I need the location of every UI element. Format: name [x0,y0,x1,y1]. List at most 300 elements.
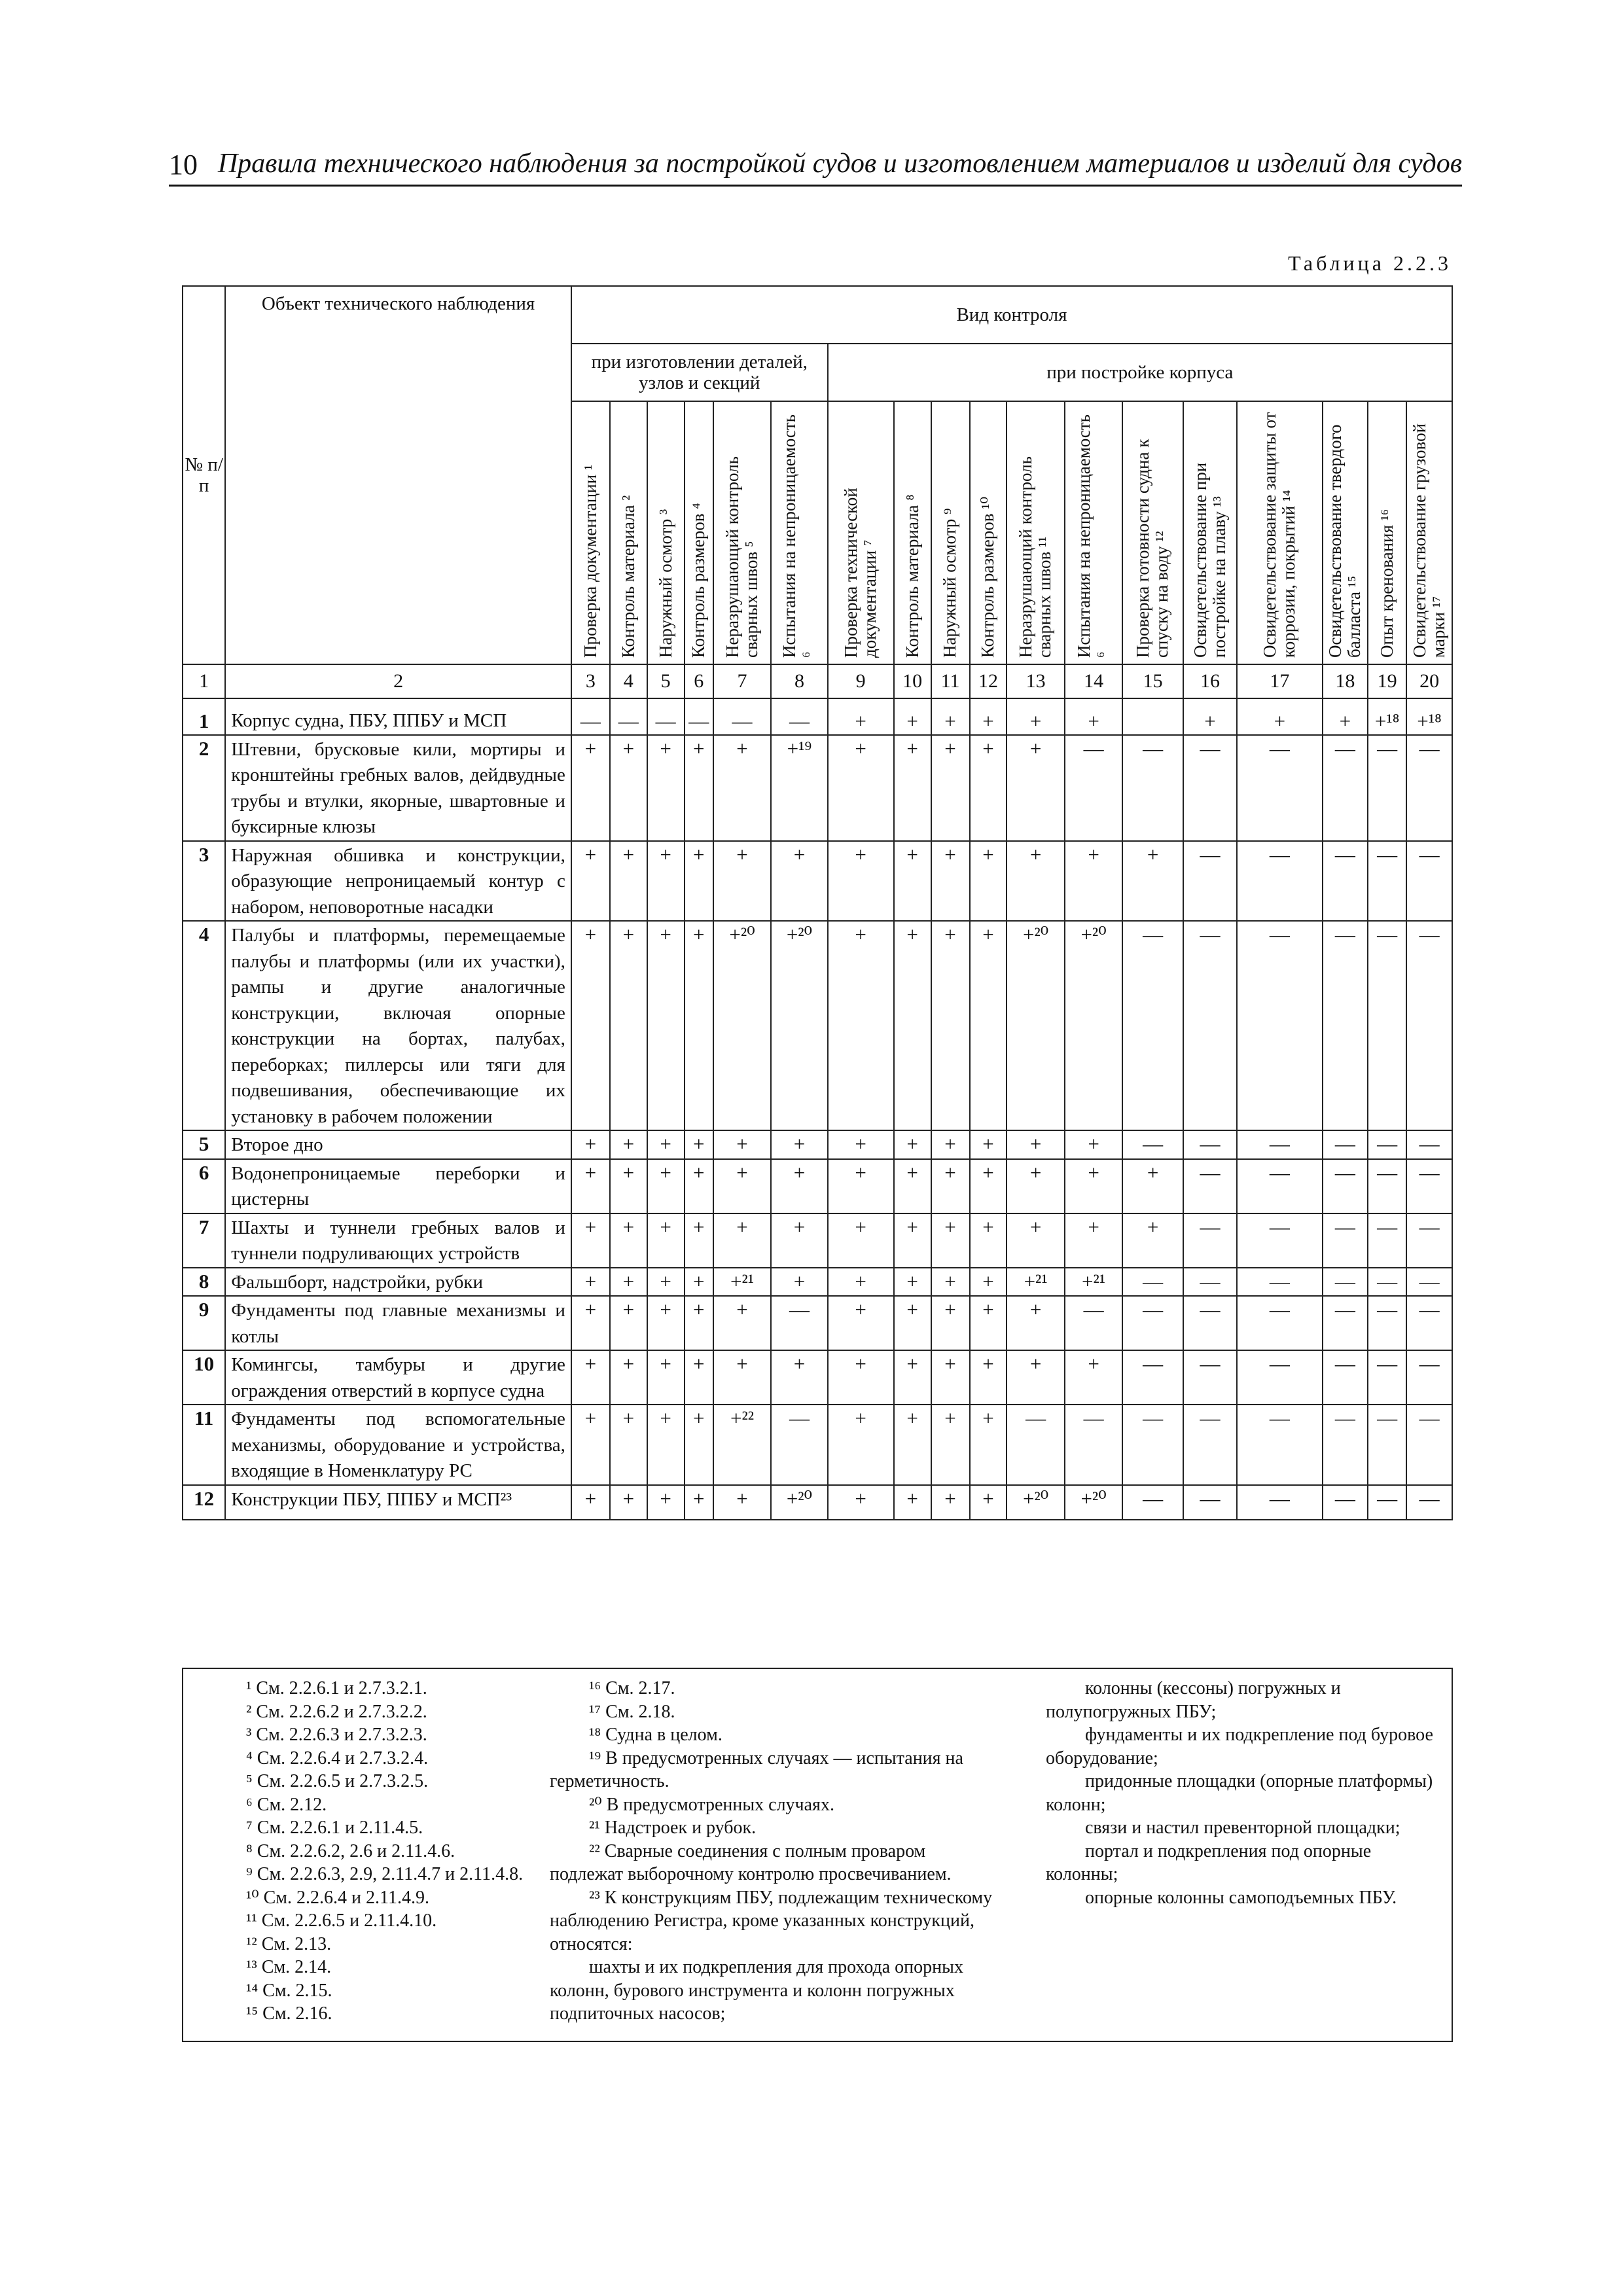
control-mark: + [1065,698,1122,735]
footnote: связи и настил превенторной площадки; [1085,1818,1400,1838]
control-mark: + [771,1350,827,1405]
control-mark: + [685,1485,713,1520]
running-title: Правила технического наблюдения за постройкой судов и изготовлением материалов и изделий для судов [217,149,1462,179]
row-number: 4 [183,921,225,1130]
control-mark: — [1122,1296,1183,1350]
row-object: Фундаменты под вспомогательные механизмы, оборудование и устройства, входящие в Номенклатуру РС [225,1405,571,1485]
control-mark: + [647,1296,685,1350]
column-heading-label: Контроль материала ² [618,495,638,658]
footnote: ¹⁴ См. 2.15. [246,1980,332,2001]
control-mark: +²¹ [1007,1268,1064,1297]
column-heading [1323,401,1368,664]
control-mark: + [828,921,894,1130]
control-mark: + [931,1159,970,1213]
control-mark: — [1368,1405,1406,1485]
control-mark: — [571,698,610,735]
column-heading [894,401,931,664]
control-mark: + [970,1296,1007,1350]
control-mark: + [713,1350,771,1405]
footnote: шахты и их подкрепления для прохода опорных колонн, бурового инструмента и колонн погружных подпиточных насосов; [550,1957,963,2024]
control-mark: — [1406,1130,1452,1159]
column-heading-label: Контроль размеров ¹⁰ [978,496,998,658]
column-heading [571,401,610,664]
control-mark: + [894,1268,931,1297]
control-mark: + [931,1268,970,1297]
control-mark: + [828,1213,894,1268]
control-mark: — [1237,1213,1323,1268]
table-row [183,1268,1452,1297]
column-heading-label: Неразрушающий контроль сварных швов ⁵ [722,456,762,658]
head-no: № п/п [183,286,225,664]
control-mark: + [828,1130,894,1159]
control-mark: + [1007,1159,1064,1213]
control-mark: + [647,1159,685,1213]
control-mark: + [610,1485,647,1520]
control-mark: + [828,841,894,922]
running-header [169,145,1462,182]
control-mark: + [828,1296,894,1350]
control-mark: — [1237,1130,1323,1159]
row-object: Штевни, брусковые кили, мортиры и кронштейны гребных валов, дейдвудные трубы и втулки, якорные, швартовные и буксирные клюзы [225,735,571,841]
table-row [183,921,1452,1130]
control-mark: + [571,1130,610,1159]
footnote: ¹³ См. 2.14. [246,1957,332,1977]
head-hull: при постройке корпуса [828,344,1452,401]
control-mark: — [1183,1213,1237,1268]
control-mark: +²⁰ [1007,921,1064,1130]
column-heading-label: Испытания на непроницаемость ⁶ [1073,414,1113,658]
control-mark: — [1368,735,1406,841]
column-number: 1 [183,664,225,698]
column-heading-label: Освидетельствование защиты от коррозии, покрытий ¹⁴ [1260,412,1299,658]
footnote: фундаменты и их подкрепление под буровое оборудование; [1046,1725,1433,1768]
control-mark: + [685,921,713,1130]
column-heading [970,401,1007,664]
control-mark: — [1122,735,1183,841]
footnote: ¹¹ См. 2.2.6.5 и 2.11.4.10. [246,1910,437,1931]
column-heading-label: Контроль размеров ⁴ [688,503,709,658]
control-mark: + [931,921,970,1130]
control-mark: + [647,1268,685,1297]
row-number: 3 [183,841,225,922]
control-mark: + [828,1268,894,1297]
column-number: 15 [1122,664,1183,698]
control-mark: — [1406,1268,1452,1297]
control-mark: + [571,1159,610,1213]
control-mark: + [894,841,931,922]
table-row [183,1213,1452,1268]
control-mark: + [771,1268,827,1297]
column-number: 3 [571,664,610,698]
control-mark: +²⁰ [1007,1485,1064,1520]
control-mark: + [931,1350,970,1405]
control-mark: + [771,1213,827,1268]
control-mark: + [647,735,685,841]
control-mark: — [1183,921,1237,1130]
table-row [183,735,1452,841]
control-mark: + [610,1130,647,1159]
table-row [183,1350,1452,1405]
control-mark: + [1007,1213,1064,1268]
control-mark: + [610,735,647,841]
control-mark: — [1406,921,1452,1130]
control-mark: — [1183,841,1237,922]
control-mark: +¹⁸ [1368,698,1406,735]
row-object: Наружная обшивка и конструкции, образующие непроницаемый контур с набором, неповоротные насадки [225,841,571,922]
header-rule [169,185,1462,187]
column-number: 20 [1406,664,1452,698]
control-mark: — [1122,1130,1183,1159]
control-mark: +²⁰ [713,921,771,1130]
control-mark: + [1065,1213,1122,1268]
column-heading-label: Контроль материала ⁸ [902,494,922,658]
control-mark: + [610,921,647,1130]
row-object: Фальшборт, надстройки, рубки [225,1268,571,1297]
row-object: Шахты и туннели гребных валов и туннели подруливающих устройств [225,1213,571,1268]
control-mark: + [1007,841,1064,922]
control-mark: + [894,1405,931,1485]
column-heading [1122,401,1183,664]
control-mark: + [647,841,685,922]
control-mark: + [1007,1296,1064,1350]
control-mark: — [713,698,771,735]
head-object: Объект технического наблюдения [225,286,571,664]
control-mark: + [1122,1159,1183,1213]
row-number: 10 [183,1350,225,1405]
footnote: ⁴ См. 2.2.6.4 и 2.7.3.2.4. [246,1748,429,1768]
control-mark: — [771,1296,827,1350]
column-heading [1406,401,1452,664]
column-number: 9 [828,664,894,698]
control-mark: — [1323,1213,1368,1268]
footnotes [182,1668,1453,2042]
control-mark: + [894,1296,931,1350]
control-mark: + [571,1296,610,1350]
control-mark: +²⁰ [771,1485,827,1520]
table-row [183,1485,1452,1520]
row-number: 9 [183,1296,225,1350]
footnote: ⁷ См. 2.2.6.1 и 2.11.4.5. [246,1818,423,1838]
control-mark: — [1183,1485,1237,1520]
control-mark: — [1368,921,1406,1130]
control-mark: — [1122,1405,1183,1485]
footnote: придонные площадки (опорные платформы) колонн; [1046,1771,1433,1815]
control-mark: + [1065,1159,1122,1213]
control-mark: + [970,841,1007,922]
control-mark: — [647,698,685,735]
control-mark: + [610,1159,647,1213]
footnote: ⁶ См. 2.12. [246,1794,327,1815]
control-mark: + [685,1213,713,1268]
control-mark: + [713,1213,771,1268]
head-manufacture: при изготовлении деталей, узлов и секций [571,344,828,401]
control-mark: + [1065,841,1122,922]
control-mark: + [647,1405,685,1485]
control-mark: + [685,1350,713,1405]
control-mark: — [1368,1350,1406,1405]
page-number: 10 [169,149,198,181]
footnote: ¹⁷ См. 2.18. [589,1701,675,1722]
control-mark: + [647,1213,685,1268]
column-number: 17 [1237,664,1323,698]
control-mark: — [1323,841,1368,922]
table-row [183,1296,1452,1350]
footnotes-col-2 [550,1677,995,2026]
control-mark: — [771,1405,827,1485]
control-mark: + [894,735,931,841]
control-mark: + [894,921,931,1130]
control-mark: + [970,1130,1007,1159]
control-mark: + [647,921,685,1130]
control-mark: — [1368,1159,1406,1213]
control-mark: +¹⁹ [771,735,827,841]
control-mark: — [1237,1405,1323,1485]
column-number: 5 [647,664,685,698]
footnote: ²¹ Надстроек и рубок. [589,1818,757,1838]
control-mark: + [894,1213,931,1268]
column-heading [1065,401,1122,664]
control-mark: — [1237,1296,1323,1350]
footnote: портал и подкрепления под опорные колонны; [1046,1840,1372,1884]
column-heading [771,401,827,664]
control-mark: + [685,1130,713,1159]
control-mark: — [1122,1485,1183,1520]
control-mark [1122,698,1183,735]
control-mark: + [713,841,771,922]
column-number: 18 [1323,664,1368,698]
column-heading [1183,401,1237,664]
control-mark: + [931,1213,970,1268]
control-mark: — [1406,841,1452,922]
column-heading-label: Испытания на непроницаемость ⁶ [779,414,819,658]
column-heading [1368,401,1406,664]
table-row [183,1130,1452,1159]
control-mark: — [1065,735,1122,841]
column-heading-label: Наружный осмотр ⁹ [940,508,960,658]
control-mark: + [610,1213,647,1268]
control-mark: — [1183,1350,1237,1405]
control-mark: — [1183,1130,1237,1159]
control-mark: + [713,1296,771,1350]
control-mark: + [685,1405,713,1485]
control-mark: — [1368,1213,1406,1268]
control-mark: + [1122,1213,1183,1268]
control-mark: — [1183,1405,1237,1485]
footnote: ¹⁵ См. 2.16. [246,2003,332,2024]
control-mark: +²⁰ [1065,1485,1122,1520]
control-mark: + [685,841,713,922]
footnote: ¹⁰ См. 2.2.6.4 и 2.11.4.9. [246,1887,429,1908]
footnote: колонны (кессоны) погружных и полупогружных ПБУ; [1046,1678,1341,1722]
column-heading-label: Освидетельствование при постройке на плаву ¹³ [1190,462,1230,658]
control-mark: — [1237,1350,1323,1405]
control-mark: — [1406,1405,1452,1485]
footnote: ¹ См. 2.2.6.1 и 2.7.3.2.1. [246,1678,427,1698]
control-mark: + [1323,698,1368,735]
control-mark: + [828,735,894,841]
control-mark: — [1323,1268,1368,1297]
control-mark: + [1183,698,1237,735]
control-mark: — [1406,1159,1452,1213]
column-heading [931,401,970,664]
control-mark: — [1323,1130,1368,1159]
control-mark: + [931,735,970,841]
column-heading-label: Опыт кренования ¹⁶ [1377,509,1397,658]
control-table [182,285,1453,1520]
control-mark: + [571,921,610,1130]
control-mark: — [1237,1485,1323,1520]
footnote: ¹⁸ Судна в целом. [589,1725,722,1745]
control-mark: +²² [713,1405,771,1485]
control-mark: + [970,1213,1007,1268]
control-mark: + [771,1130,827,1159]
column-number: 10 [894,664,931,698]
control-mark: — [1323,1350,1368,1405]
row-object: Комингсы, тамбуры и другие ограждения отверстий в корпусе судна [225,1350,571,1405]
table-body [183,698,1452,1520]
control-mark: + [970,1405,1007,1485]
column-heading [1237,401,1323,664]
column-numbers [183,664,1452,698]
column-number: 7 [713,664,771,698]
control-mark: — [1323,1405,1368,1485]
control-mark: + [1237,698,1323,735]
control-mark: — [1065,1405,1122,1485]
control-mark: — [1237,735,1323,841]
control-mark: + [828,1485,894,1520]
table-row [183,1405,1452,1485]
control-mark: + [1007,1130,1064,1159]
control-mark: — [1406,1296,1452,1350]
footnote: ³ См. 2.2.6.3 и 2.7.3.2.3. [246,1725,427,1745]
control-mark: — [1237,1268,1323,1297]
control-mark: — [1007,1405,1064,1485]
control-mark: — [1406,1213,1452,1268]
control-mark: — [1237,841,1323,922]
row-object: Водонепроницаемые переборки и цистерны [225,1159,571,1213]
control-mark: + [571,1213,610,1268]
row-number: 1 [183,698,225,735]
table-row [183,698,1452,735]
control-mark: + [894,1350,931,1405]
control-mark: + [571,1405,610,1485]
row-number: 2 [183,735,225,841]
control-mark: — [1368,841,1406,922]
table-caption: Таблица 2.2.3 [1288,251,1452,275]
control-mark: — [1065,1296,1122,1350]
control-mark: +²¹ [713,1268,771,1297]
control-mark: + [647,1485,685,1520]
control-mark: + [894,698,931,735]
footnotes-col-1 [246,1677,586,2026]
column-heading [685,401,713,664]
control-mark: + [610,1296,647,1350]
row-object: Конструкции ПБУ, ППБУ и МСП²³ [225,1485,571,1520]
control-mark: — [1323,1296,1368,1350]
column-heading-label: Освидетельствование грузовой марки ¹⁷ [1409,423,1449,658]
control-mark: +¹⁸ [1406,698,1452,735]
control-mark: +²⁰ [1065,921,1122,1130]
footnote: ⁵ См. 2.2.6.5 и 2.7.3.2.5. [246,1771,429,1791]
control-mark: + [685,1159,713,1213]
footnote: ²² Сварные соединения с полным проваром подлежат выборочному контролю просвечиванием. [550,1840,952,1884]
footnote: ¹⁶ См. 2.17. [589,1678,675,1698]
control-mark: + [771,841,827,922]
control-mark: + [1065,1130,1122,1159]
row-object: Второе дно [225,1130,571,1159]
control-mark: — [1406,735,1452,841]
table-row [183,841,1452,922]
control-mark: + [970,921,1007,1130]
control-mark: + [713,1130,771,1159]
row-number: 7 [183,1213,225,1268]
control-mark: — [1183,1159,1237,1213]
control-mark: + [685,1268,713,1297]
control-mark: + [828,698,894,735]
control-mark: — [1323,735,1368,841]
control-mark: +²¹ [1065,1268,1122,1297]
control-mark: + [610,841,647,922]
control-mark: + [685,1296,713,1350]
column-heading [713,401,771,664]
control-mark: + [828,1159,894,1213]
row-number: 11 [183,1405,225,1485]
control-mark: + [571,1485,610,1520]
column-heading-label: Проверка технической документации ⁷ [841,488,880,658]
control-mark: + [647,1350,685,1405]
control-mark: + [894,1159,931,1213]
control-mark: — [1323,1159,1368,1213]
column-heading-label: Наружный осмотр ³ [655,509,675,658]
control-mark: + [1007,698,1064,735]
control-mark: + [685,735,713,841]
control-mark: + [970,1350,1007,1405]
control-mark: — [1183,735,1237,841]
control-mark: + [571,841,610,922]
control-mark: — [1183,1268,1237,1297]
control-mark: + [828,1405,894,1485]
footnotes-col-3 [1046,1677,1438,1909]
control-mark: +²⁰ [771,921,827,1130]
row-object: Фундаменты под главные механизмы и котлы [225,1296,571,1350]
control-mark: — [1122,1350,1183,1405]
column-number: 2 [225,664,571,698]
control-mark: + [1007,1350,1064,1405]
column-number: 19 [1368,664,1406,698]
control-mark: — [685,698,713,735]
footnote: ⁹ См. 2.2.6.3, 2.9, 2.11.4.7 и 2.11.4.8. [246,1864,524,1884]
control-mark: + [970,698,1007,735]
control-mark: + [713,1159,771,1213]
column-heading-label: Проверка документации ¹ [580,465,600,658]
column-number: 11 [931,664,970,698]
row-number: 12 [183,1485,225,1520]
control-mark: + [713,735,771,841]
column-heading [610,401,647,664]
control-mark: + [1122,841,1183,922]
control-mark: + [571,1268,610,1297]
footnote: ⁸ См. 2.2.6.2, 2.6 и 2.11.4.6. [246,1840,455,1861]
control-mark: — [1368,1268,1406,1297]
control-mark: + [931,841,970,922]
control-mark: + [828,1350,894,1405]
column-heading-label: Освидетельствование твердого балласта ¹⁵ [1325,424,1364,658]
control-mark: + [894,1485,931,1520]
control-mark: + [1065,1350,1122,1405]
column-heading-label: Неразрушающий контроль сварных швов ¹¹ [1016,456,1055,658]
control-mark: + [610,1268,647,1297]
control-mark: + [571,735,610,841]
